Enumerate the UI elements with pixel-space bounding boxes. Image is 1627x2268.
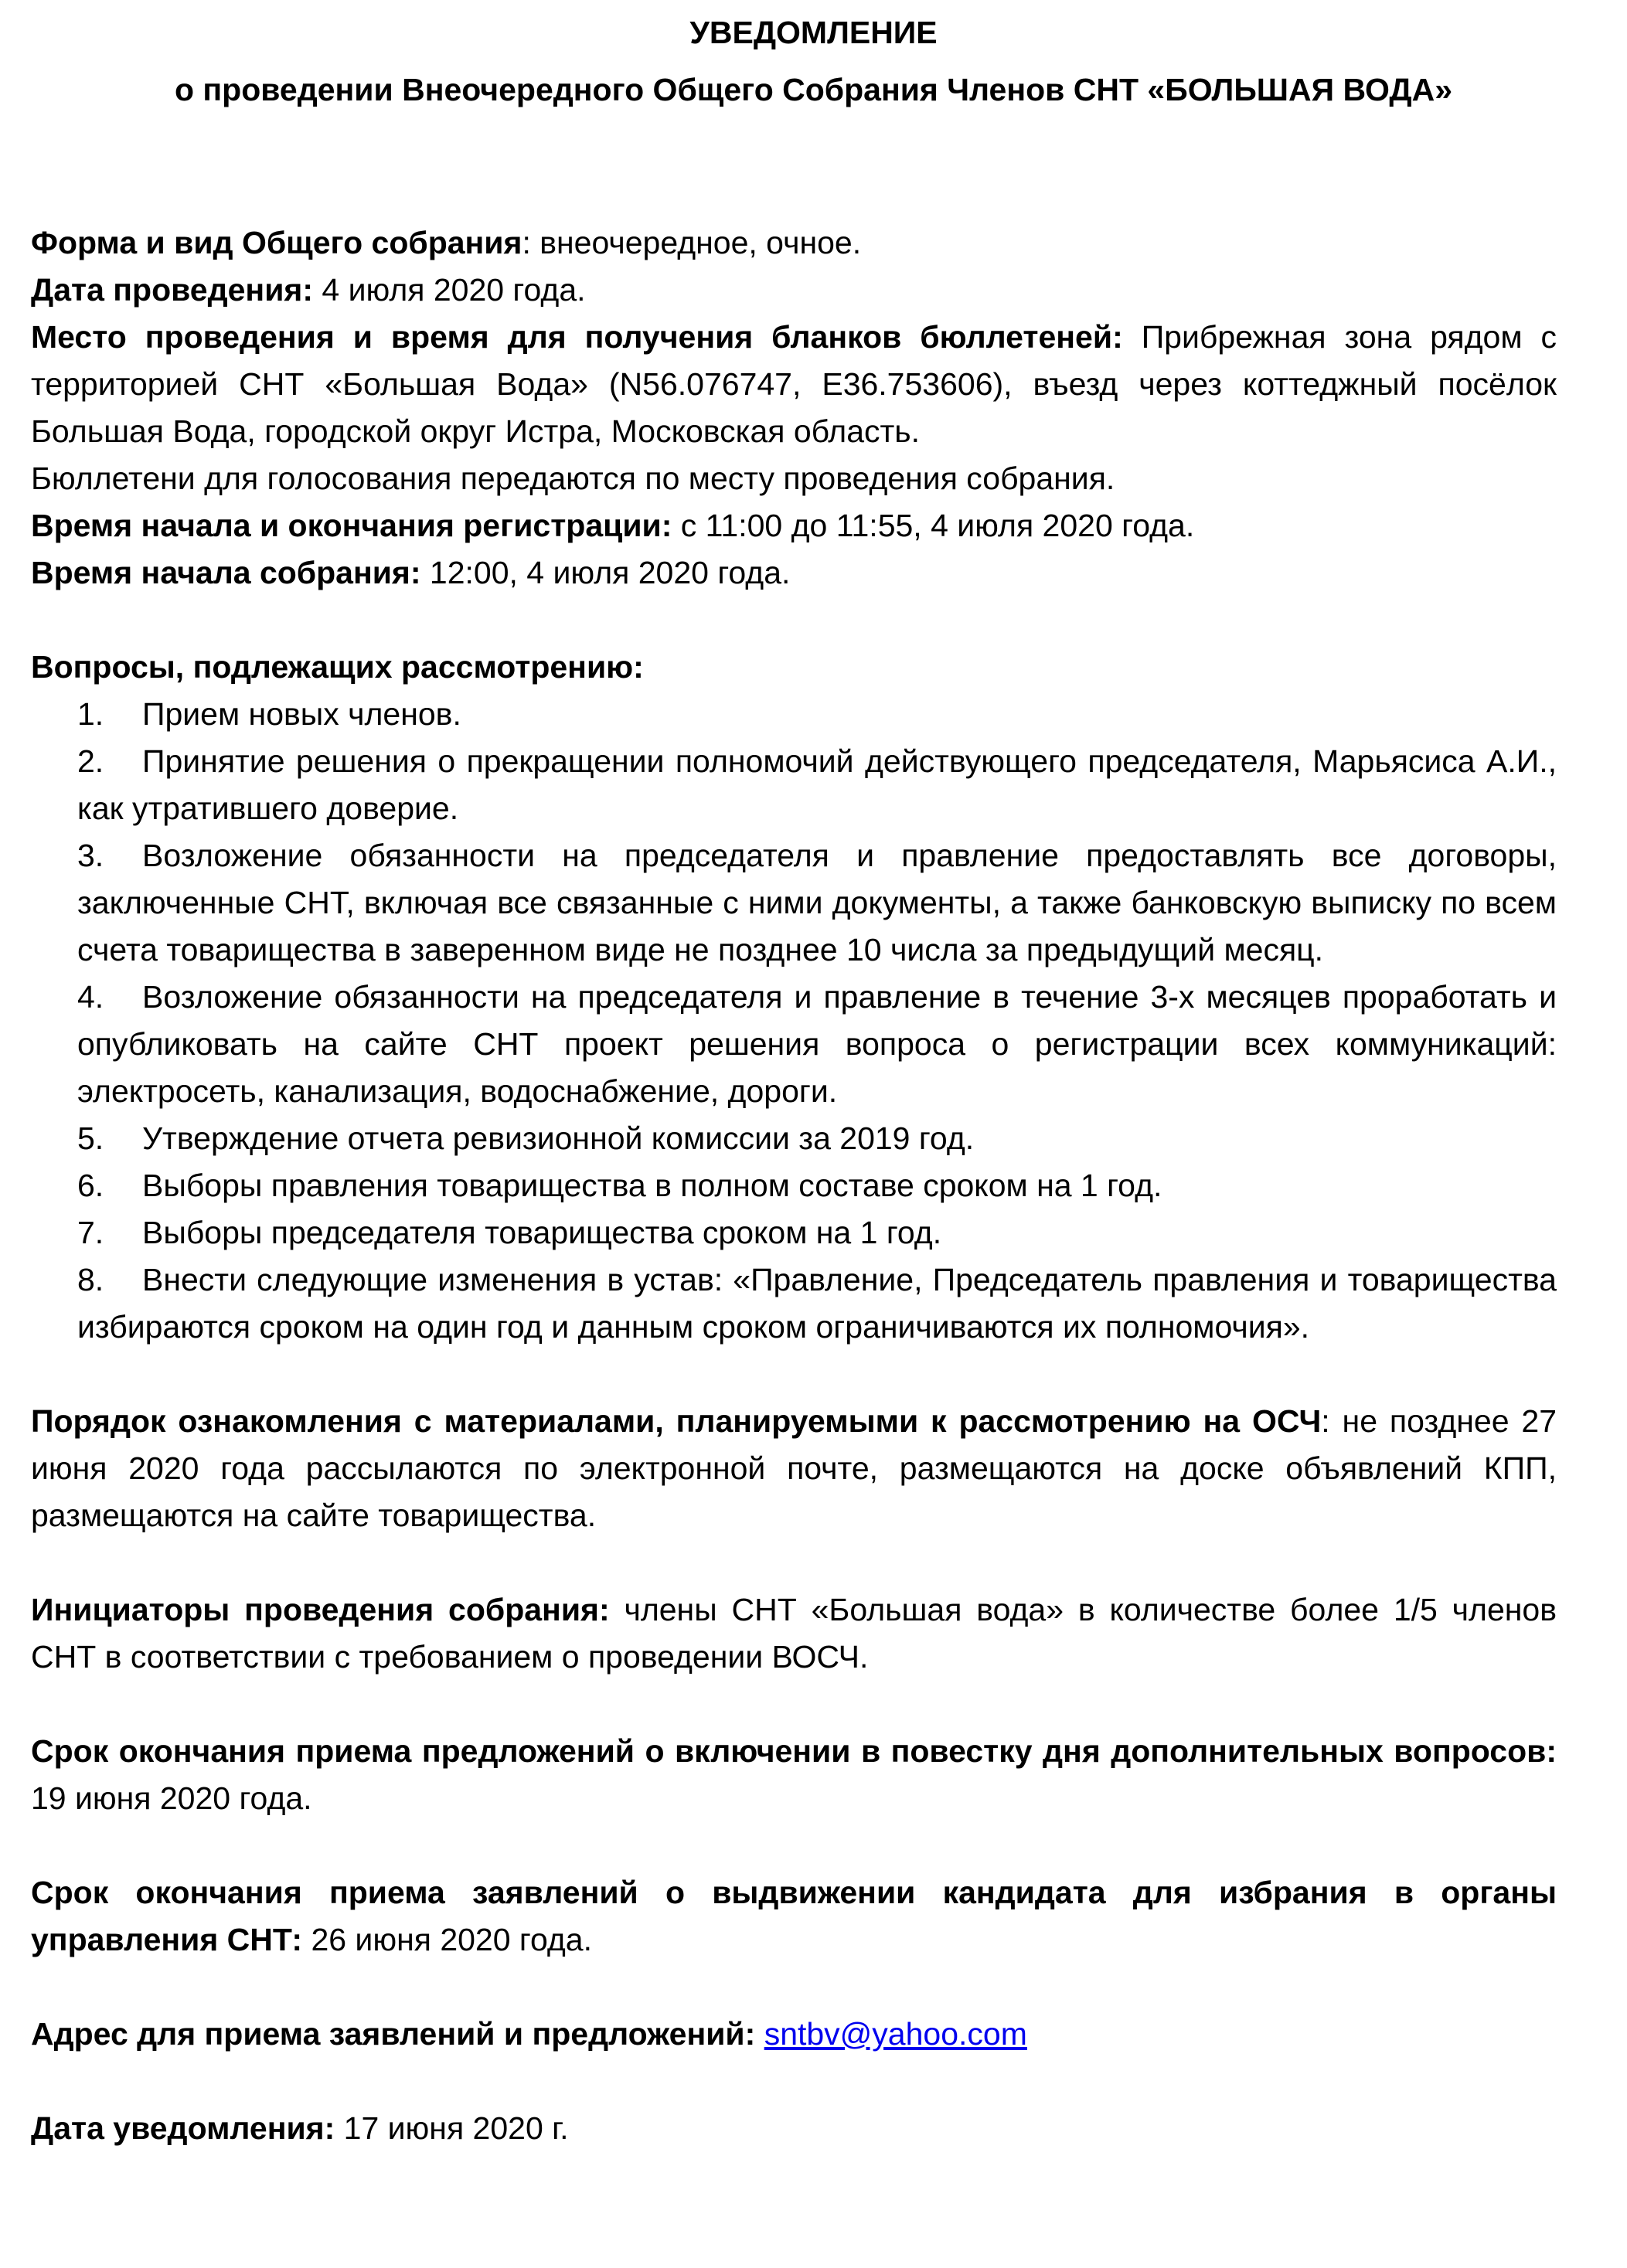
list-item-text: Принятие решения о прекращении полномочий действующего председателя, Марьясиса А.И., как утратившего доверие. bbox=[77, 743, 1557, 826]
form-label: Форма и вид Общего собрания bbox=[31, 225, 522, 260]
list-item bbox=[31, 1162, 1557, 1209]
document-body bbox=[31, 219, 1557, 2152]
address-paragraph bbox=[31, 2011, 1557, 2058]
initiators-paragraph bbox=[31, 1586, 1557, 1681]
list-item-number: 1. bbox=[77, 696, 104, 732]
registration-value: с 11:00 до 11:55, 4 июля 2020 года. bbox=[672, 508, 1195, 543]
spacer bbox=[31, 1964, 1557, 2011]
list-item-number: 4. bbox=[77, 979, 104, 1015]
list-item bbox=[31, 974, 1557, 1115]
list-item bbox=[31, 1115, 1557, 1162]
start-value: 12:00, 4 июля 2020 года. bbox=[420, 555, 791, 590]
questions-list bbox=[31, 691, 1557, 1351]
email-link[interactable]: sntbv@yahoo.com bbox=[764, 2016, 1027, 2052]
list-item-number: 5. bbox=[77, 1120, 104, 1156]
document-subtitle: о проведении Внеочередного Общего Собрания Членов СНТ «БОЛЬШАЯ ВОДА» bbox=[174, 72, 1453, 107]
document-title: УВЕДОМЛЕНИЕ bbox=[689, 15, 938, 50]
registration-paragraph bbox=[31, 502, 1557, 549]
list-item-text: Прием новых членов. bbox=[142, 696, 461, 732]
form-paragraph bbox=[31, 219, 1557, 267]
initiators-value: члены СНТ «Большая вода» в количестве более 1/5 членов СНТ в соответствии с требованием о проведении ВОСЧ. bbox=[31, 1592, 1557, 1675]
materials-label: Порядок ознакомления с материалами, планируемыми к рассмотрению на ОСЧ bbox=[31, 1403, 1322, 1439]
spacer bbox=[31, 1351, 1557, 1398]
date-label: Дата проведения: bbox=[31, 272, 313, 308]
ballots-paragraph: Бюллетени для голосования передаются по месту проведения собрания. bbox=[31, 461, 1115, 496]
materials-paragraph bbox=[31, 1398, 1557, 1539]
address-label: Адрес для приема заявлений и предложений: bbox=[31, 2016, 756, 2052]
candidates-deadline-value: 26 июня 2020 года. bbox=[302, 1922, 592, 1957]
materials-value: : не позднее 27 июня 2020 года рассылаются по электронной почте, размещаются на доске объявлений КПП, размещаются на сайте товарищества. bbox=[31, 1403, 1557, 1533]
list-item bbox=[31, 1256, 1557, 1351]
list-item-number: 8. bbox=[77, 1262, 104, 1297]
form-value: : внеочередное, очное. bbox=[522, 225, 862, 260]
spacer bbox=[31, 1822, 1557, 1869]
list-item-text: Выборы правления товарищества в полном составе сроком на 1 год. bbox=[142, 1168, 1162, 1203]
list-item-text: Внести следующие изменения в устав: «Правление, Председатель правления и товарищества избираются сроком на один год и данным сроком ограничиваются их полномочия». bbox=[77, 1262, 1557, 1345]
list-item-text: Выборы председателя товарищества сроком на 1 год. bbox=[142, 1215, 942, 1250]
spacer bbox=[31, 2058, 1557, 2105]
list-item bbox=[31, 691, 1557, 738]
date-paragraph bbox=[31, 267, 1557, 314]
list-item-text: Возложение обязанности на председателя и правление предоставлять все договоры, заключенные СНТ, включая все связанные с ними документы, а также банковскую выписку по всем счета товарищества в заверенном виде не позднее 10 числа за предыдущий месяц. bbox=[77, 838, 1557, 967]
list-item bbox=[31, 738, 1557, 832]
proposals-deadline-label: Срок окончания приема предложений о включении в повестку дня дополнительных вопросов: bbox=[31, 1733, 1557, 1769]
notice-date-value: 17 июня 2020 г. bbox=[335, 2110, 569, 2146]
list-item bbox=[31, 832, 1557, 974]
spacer bbox=[31, 1681, 1557, 1728]
candidates-deadline-paragraph bbox=[31, 1869, 1557, 1964]
proposals-deadline-paragraph bbox=[31, 1728, 1557, 1822]
list-item-number: 2. bbox=[77, 743, 104, 779]
place-label: Место проведения и время для получения бланков бюллетеней: bbox=[31, 319, 1123, 355]
spacer bbox=[31, 597, 1557, 644]
registration-label: Время начала и окончания регистрации: bbox=[31, 508, 672, 543]
questions-heading bbox=[31, 644, 1557, 691]
start-label: Время начала собрания: bbox=[31, 555, 421, 590]
candidates-deadline-label: Срок окончания приема заявлений о выдвижении кандидата для избрания в органы управления СНТ: bbox=[31, 1875, 1557, 1957]
proposals-deadline-value: 19 июня 2020 года. bbox=[31, 1780, 312, 1816]
place-value: Прибрежная зона рядом с территорией СНТ «Большая Вода» (N56.076747, E36.753606), въезд через коттеджный посёлок Большая Вода, городской округ Истра, Московская область. bbox=[31, 319, 1557, 449]
list-item-number: 7. bbox=[77, 1215, 104, 1250]
start-paragraph bbox=[31, 549, 1557, 597]
notice-date-paragraph bbox=[31, 2105, 1557, 2152]
spacer bbox=[31, 1539, 1557, 1586]
date-value: 4 июля 2020 года. bbox=[312, 272, 586, 308]
list-item-text: Утверждение отчета ревизионной комиссии за 2019 год. bbox=[142, 1120, 975, 1156]
initiators-label: Инициаторы проведения собрания: bbox=[31, 1592, 610, 1627]
questions-heading-text: Вопросы, подлежащих рассмотрению: bbox=[31, 649, 644, 685]
list-item-number: 3. bbox=[77, 838, 104, 873]
list-item bbox=[31, 1209, 1557, 1256]
notice-date-label: Дата уведомления: bbox=[31, 2110, 335, 2146]
list-item-text: Возложение обязанности на председателя и правление в течение 3-х месяцев проработать и опубликовать на сайте СНТ проект решения вопроса о регистрации всех коммуникаций: электросеть, канализация, водоснабжение, дороги. bbox=[77, 979, 1557, 1109]
list-item-number: 6. bbox=[77, 1168, 104, 1203]
place-paragraph bbox=[31, 314, 1557, 455]
